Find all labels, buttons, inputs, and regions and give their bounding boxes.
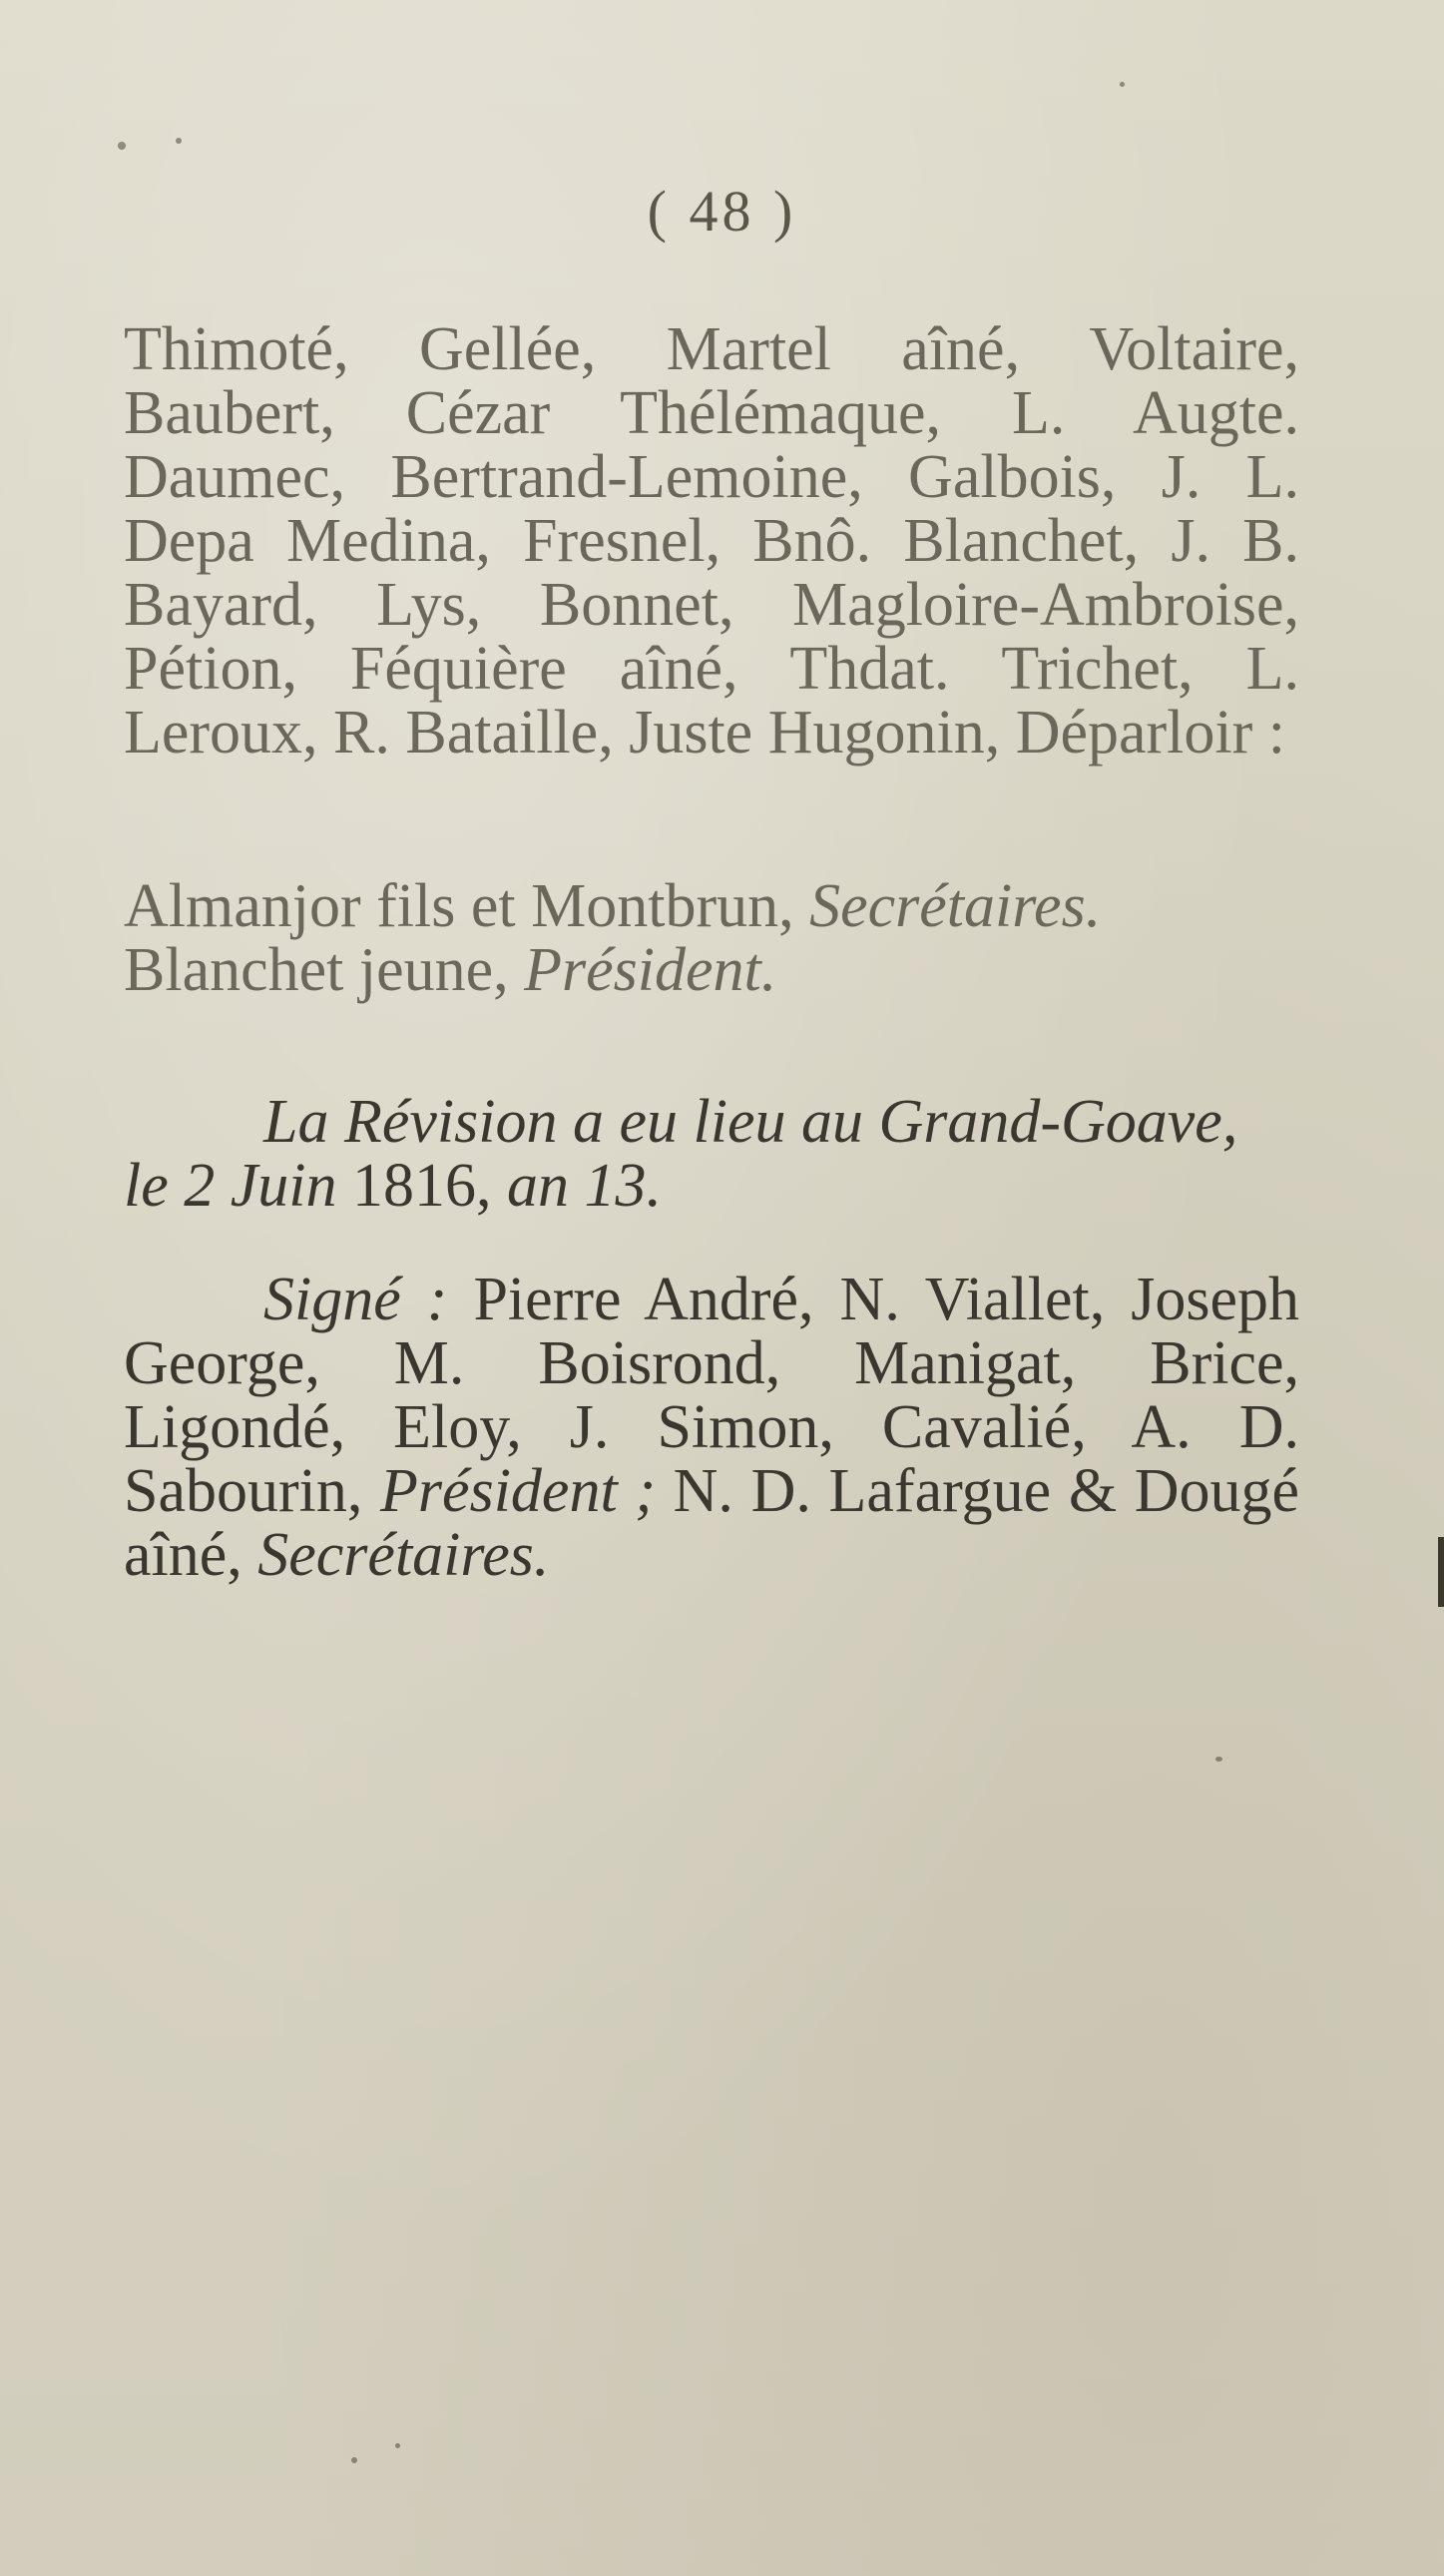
secretaries-line-row [124, 874, 1299, 938]
ink-speck [395, 2443, 400, 2448]
secretaries-role: Secrétaires. [809, 872, 1102, 940]
ink-speck [118, 142, 126, 150]
president-line-row [124, 938, 1299, 1002]
secretaries-line [124, 874, 1299, 1002]
revision-prefix: La Révision a eu lieu au Grand-Goave, [263, 1088, 1238, 1156]
revision-statement [124, 1090, 1299, 1218]
page-edge-mark [1438, 1537, 1444, 1607]
members-list-text: Thimoté, Gellée, Martel aîné, Voltaire, Baubert, Cézar Thélémaque, L. Augte. Daumec, Bertrand-Lemoine, Galbois, J. L. Depa Medina, Fresnel, Bnô. Blanchet, J. B. Bayard, Lys, Bonnet, Magloire-Ambroise, Pétion, Féquière aîné, Thdat. Trichet, L. Leroux, R. Bataille, Juste Hugonin, Déparloir : [124, 315, 1299, 767]
secretaries-names: Almanjor fils et Montbrun, [124, 872, 794, 940]
signatures-president-role: Président ; [380, 1457, 656, 1525]
revision-era: an 13. [507, 1152, 662, 1220]
members-list [124, 317, 1299, 765]
ink-speck [1215, 1757, 1222, 1762]
signatures-secretaries-role: Secrétaires. [257, 1521, 550, 1589]
revision-year: 1816, [352, 1152, 492, 1220]
president-role: Président. [524, 936, 777, 1004]
signed-label: Signé : [263, 1266, 448, 1333]
signatures [124, 1268, 1299, 1587]
ink-speck [1120, 82, 1125, 87]
president-name: Blanchet jeune, [124, 936, 509, 1004]
revision-line [124, 1090, 1299, 1154]
ink-speck [351, 2457, 357, 2463]
signers-list: Pierre André, N. Viallet, Joseph George, M. Boisrond, Manigat, Brice, Ligondé, Eloy, J. Simon, Cavalié, A. D. Sabourin, [124, 1266, 1300, 1525]
signatures-secretaries-names: N. D. Lafargue & Dougé aîné, [124, 1457, 1300, 1589]
revision-date-line [124, 1154, 1299, 1218]
page-number: ( 48 ) [647, 179, 797, 244]
ink-speck [176, 138, 182, 144]
revision-date-prefix: le 2 Juin [124, 1152, 337, 1220]
